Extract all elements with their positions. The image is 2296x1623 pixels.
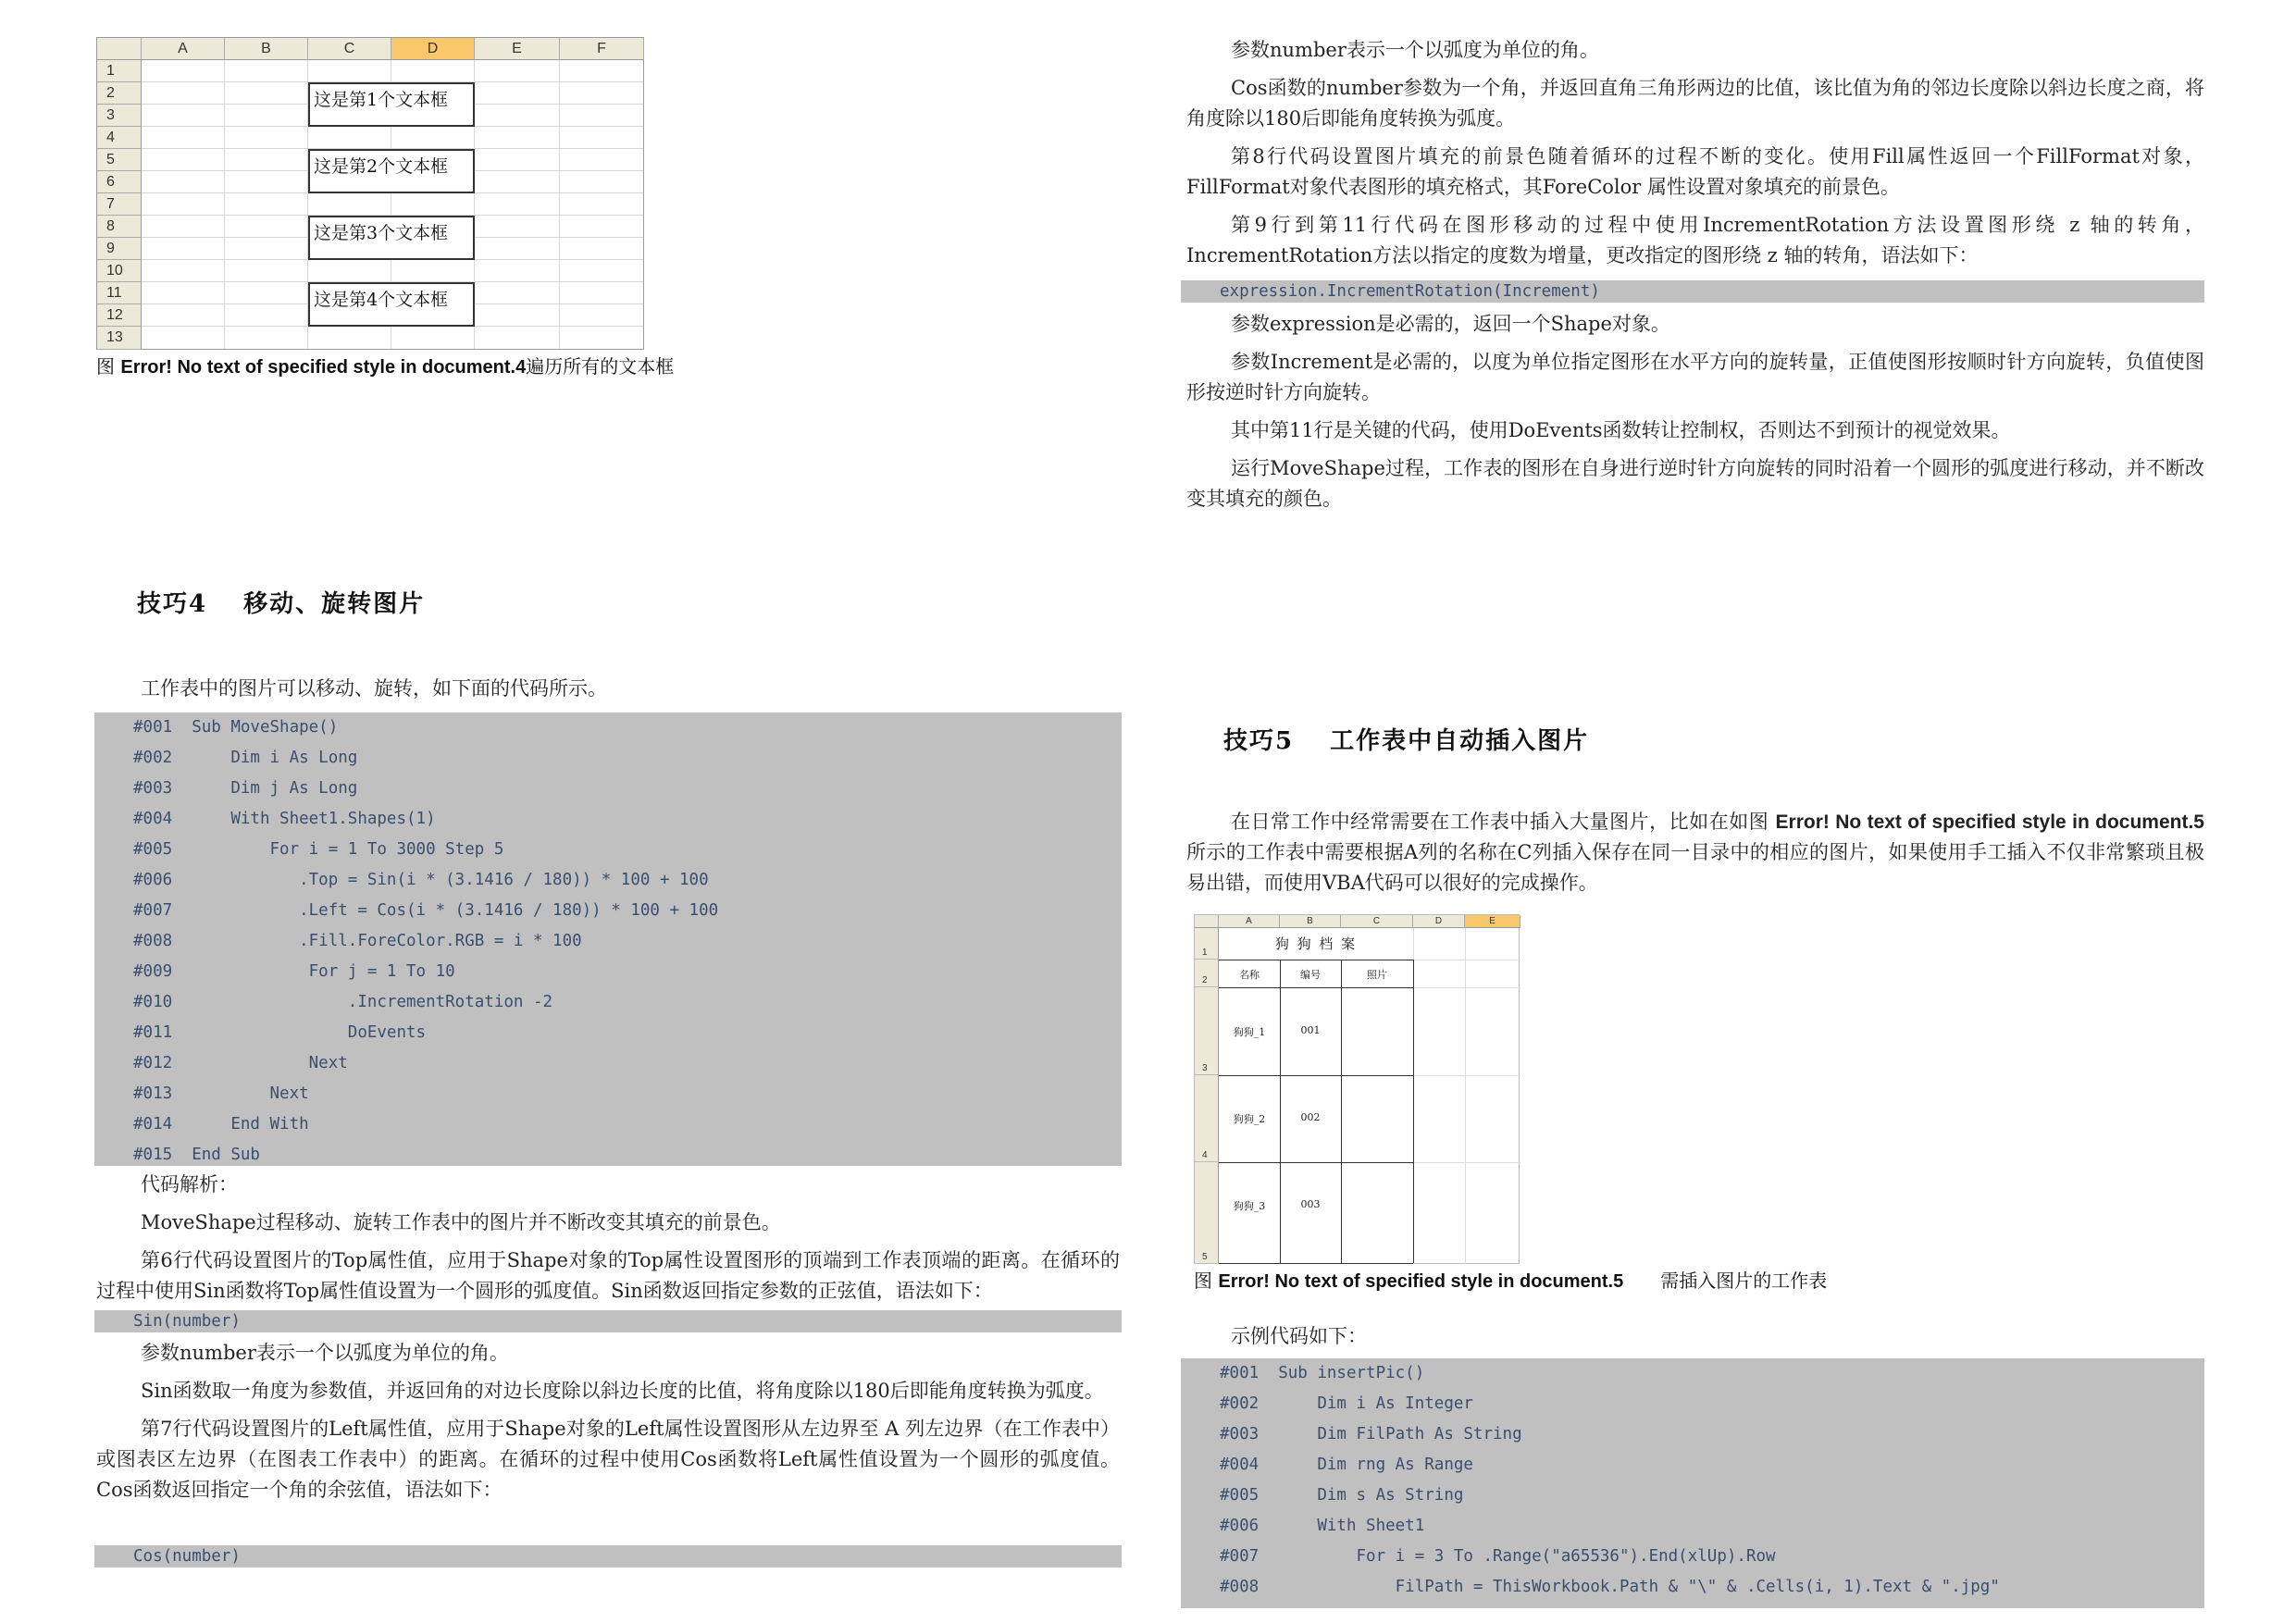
row-header: 1 <box>1195 928 1219 960</box>
paragraph: 在日常工作中经常需要在工作表中插入大量图片，比如在如图 Error! No text of specified style in document.5所示的工作表中需要根据A列的名称在C列插入保存在同一目录中的相应的图片，如果使用手工插入不仅非常繁琐且极易出错，而使用VBA代码可以很好的完成操作。 <box>1186 811 2204 894</box>
name-cell: 狗狗_3 <box>1233 1200 1266 1212</box>
name-cell: 狗狗_2 <box>1233 1113 1266 1125</box>
row-header: 3 <box>1195 987 1219 1075</box>
code-line: #005 Dim s As String <box>1220 1486 1464 1505</box>
column-header: B <box>225 38 308 60</box>
row-header: 10 <box>97 260 142 282</box>
row-header: 4 <box>97 127 142 149</box>
code-line: #003 Dim j As Long <box>133 779 358 798</box>
header-cell: 编号 <box>1300 969 1321 981</box>
row-header: 13 <box>97 327 142 350</box>
code-block: Sin(number) <box>94 1310 1122 1332</box>
row-header: 11 <box>97 282 142 304</box>
code-line: #002 Dim i As Long <box>133 749 358 767</box>
paragraph: 第9行到第11行代码在图形移动的过程中使用IncrementRotation方法设置图形绕 z 轴的转角，IncrementRotation方法以指定的度数为增量，更改指定的图形绕 z 轴的转角，语法如下： <box>1186 214 2204 266</box>
dog-archive-sheet-figure <box>1194 914 1520 1264</box>
paragraph: 第6行代码设置图片的Top属性值，应用于Shape对象的Top属性设置图形的顶端到工作表顶端的距离。在循环的过程中使用Sin函数将Top属性值设置为一个圆形的弧度值。Sin函数返回指定参数的正弦值，语法如下： <box>96 1249 1120 1302</box>
code-line: #004 Dim rng As Range <box>1220 1456 1473 1474</box>
inline-error-text: Error! No text of specified style in document.5 <box>1775 812 2204 833</box>
figure-caption: 图 Error! No text of specified style in document.5 需插入图片的工作表 <box>1194 1270 1828 1292</box>
code-line: #008 FilPath = ThisWorkbook.Path & "\" & .Cells(i, 1).Text & ".jpg" <box>1220 1578 2000 1596</box>
code-line: #011 DoEvents <box>133 1023 427 1042</box>
column-header: A <box>142 38 225 60</box>
paragraph: 参数expression是必需的，返回一个Shape对象。 <box>1231 313 1670 335</box>
code-line: #001 Sub MoveShape() <box>133 718 339 737</box>
sheet-title: 狗 狗 档 案 <box>1274 935 1358 952</box>
textbox-2: 这是第2个文本框 <box>308 149 475 193</box>
paragraph: 代码解析： <box>141 1173 238 1196</box>
caption-error-text: Error! No text of specified style in document.5 <box>1218 1271 1624 1292</box>
paragraph: 工作表中的图片可以移动、旋转，如下面的代码所示。 <box>141 677 607 700</box>
column-header: A <box>1219 915 1280 928</box>
code-line: #006 .Top = Sin(i * (3.1416 / 180)) * 100 + 100 <box>133 871 709 889</box>
code-line: #015 End Sub <box>133 1146 260 1164</box>
row-header: 5 <box>1195 1162 1219 1264</box>
row-header: 6 <box>97 171 142 193</box>
code-block: expression.IncrementRotation(Increment) <box>1181 280 2204 303</box>
code-line: #007 For i = 3 To .Range("a65536").End(xlUp).Row <box>1220 1547 1776 1566</box>
row-header: 1 <box>97 60 142 82</box>
column-header: F <box>560 38 644 60</box>
row-header: 3 <box>97 105 142 127</box>
column-header: C <box>1341 915 1413 928</box>
paragraph: Sin函数取一角度为参数值，并返回角的对边长度除以斜边长度的比值，将角度除以180后即能角度转换为弧度。 <box>141 1380 1104 1402</box>
row-header: 9 <box>97 238 142 260</box>
row-header: 5 <box>97 149 142 171</box>
right-body-2 <box>1186 309 2204 522</box>
corner-cell <box>97 38 142 60</box>
code-line: #010 .IncrementRotation -2 <box>133 993 553 1011</box>
paragraph: 其中第11行是关键的代码，使用DoEvents函数转让控制权，否则达不到预计的视觉效果。 <box>1231 419 2011 441</box>
code-line: #004 With Sheet1.Shapes(1) <box>133 810 436 828</box>
header-cell: 照片 <box>1367 969 1387 981</box>
code-line: #012 Next <box>133 1054 348 1072</box>
column-header-selected: E <box>1465 915 1520 928</box>
textbox-1: 这是第1个文本框 <box>308 82 475 127</box>
textbox-4: 这是第4个文本框 <box>308 282 475 327</box>
code-line: #013 Next <box>133 1084 309 1103</box>
section-heading: 技巧5 工作表中自动插入图片 <box>1223 727 1590 755</box>
right-body <box>1186 35 2204 273</box>
code-line: #006 With Sheet1 <box>1220 1517 1425 1535</box>
figure-caption: 图 Error! No text of specified style in document.4遍历所有的文本框 <box>96 355 675 378</box>
column-header: B <box>1280 915 1341 928</box>
row-header: 7 <box>97 193 142 216</box>
textbox-3: 这是第3个文本框 <box>308 216 475 260</box>
textbox-sheet-figure <box>96 37 644 350</box>
paragraph: 示例代码如下： <box>1231 1325 1367 1347</box>
id-cell: 003 <box>1300 1198 1321 1210</box>
code-block: Cos(number) <box>94 1545 1122 1567</box>
row-header: 2 <box>97 82 142 105</box>
code-line: #001 Sub insertPic() <box>1220 1364 1425 1382</box>
left-body <box>96 1170 1120 1314</box>
code-line: #009 For j = 1 To 10 <box>133 962 455 981</box>
column-header-selected: D <box>391 38 475 60</box>
id-cell: 002 <box>1300 1111 1321 1123</box>
row-header: 8 <box>97 216 142 238</box>
section-heading: 技巧4 移动、旋转图片 <box>137 590 426 618</box>
paragraph: 第8行代码设置图片填充的前景色随着循环的过程不断的变化。使用Fill属性返回一个FillFormat对象，FillFormat对象代表图形的填充格式，其ForeColor 属性设置对象填充的前景色。 <box>1186 145 2204 198</box>
paragraph: 参数number表示一个以弧度为单位的角。 <box>1231 39 1599 61</box>
code-line: #005 For i = 1 To 3000 Step 5 <box>133 840 504 859</box>
header-cell: 名称 <box>1239 969 1260 981</box>
row-header: 2 <box>1195 960 1219 987</box>
code-line: #008 .Fill.ForeColor.RGB = i * 100 <box>133 932 582 950</box>
corner-cell <box>1195 915 1219 928</box>
column-header: E <box>475 38 560 60</box>
paragraph: Cos函数的number参数为一个角，并返回直角三角形两边的比值，该比值为角的邻边长度除以斜边长度之商，将角度除以180后即能角度转换为弧度。 <box>1186 77 2204 130</box>
caption-error-text: Error! No text of specified style in document.4 <box>120 357 527 378</box>
paragraph: MoveShape过程移动、旋转工作表中的图片并不断改变其填充的前景色。 <box>141 1211 781 1233</box>
column-header: D <box>1413 915 1465 928</box>
row-header: 4 <box>1195 1075 1219 1162</box>
code-line: #002 Dim i As Integer <box>1220 1394 1473 1413</box>
row-header: 12 <box>97 304 142 327</box>
left-body-2 <box>96 1338 1120 1513</box>
code-line: #007 .Left = Cos(i * (3.1416 / 180)) * 100 + 100 <box>133 901 719 920</box>
id-cell: 001 <box>1300 1024 1321 1036</box>
code-block <box>94 712 1122 1166</box>
paragraph: 参数number表示一个以弧度为单位的角。 <box>141 1342 509 1364</box>
code-line: #003 Dim FilPath As String <box>1220 1425 1522 1443</box>
paragraph: 参数Increment是必需的，以度为单位指定图形在水平方向的旋转量，正值使图形按顺时针方向旋转，负值使图形按逆时针方向旋转。 <box>1186 351 2204 403</box>
paragraph: 运行MoveShape过程，工作表的图形在自身进行逆时针方向旋转的同时沿着一个圆形的弧度进行移动，并不断改变其填充的颜色。 <box>1186 457 2204 510</box>
paragraph: 第7行代码设置图片的Left属性值，应用于Shape对象的Left属性设置图形从左边界至 A 列左边界（在工作表中）或图表区左边界（在图表工作表中）的距离。在循环的过程中使用Cos函数将Left属性值设置为一个圆形的弧度值。Cos函数返回指定一个角的余弦值，语法如下： <box>96 1418 1120 1501</box>
code-block <box>1181 1358 2204 1608</box>
name-cell: 狗狗_1 <box>1233 1026 1266 1038</box>
column-header: C <box>308 38 391 60</box>
code-line: #014 End With <box>133 1115 309 1134</box>
